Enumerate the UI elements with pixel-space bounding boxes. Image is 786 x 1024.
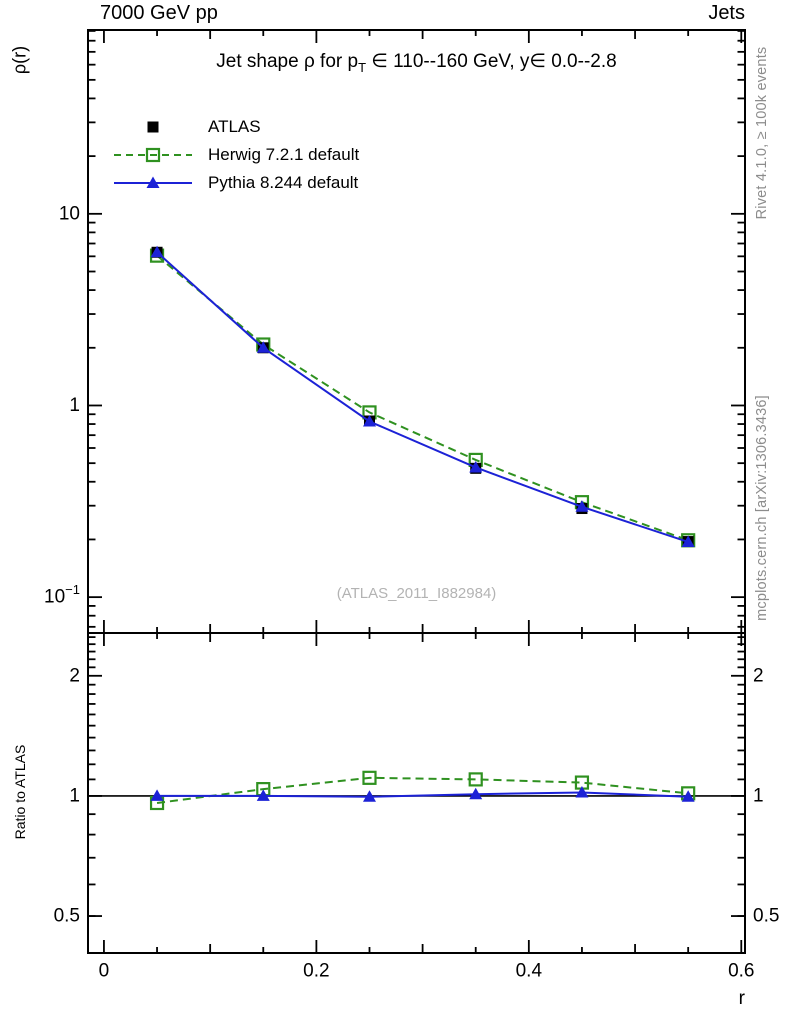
legend-label: Herwig 7.2.1 default <box>208 145 360 164</box>
plot-title-pre: Jet shape ρ for p <box>216 51 359 72</box>
legend-label: ATLAS <box>208 117 261 136</box>
ratio-y-axis-ticks <box>54 637 780 926</box>
ratio-y-tick-label-right: 0.5 <box>753 905 780 927</box>
ratio-y-tick-label-left: 0.5 <box>53 905 80 927</box>
x-tick-label: 0.6 <box>728 960 755 982</box>
ratio-y-tick-label-right: 1 <box>753 785 764 807</box>
pythia-8-244-default-ratio <box>151 786 695 802</box>
x-tick-label: 0.2 <box>303 960 330 982</box>
ratio-y-tick-label-left: 2 <box>69 665 80 687</box>
x-axis-title: r <box>738 988 745 1009</box>
ratio-y-tick-label-left: 1 <box>69 785 80 807</box>
x-tick-label: 0.4 <box>515 960 543 982</box>
series-line <box>157 252 688 542</box>
x-axis-ticks <box>104 30 741 953</box>
mcplots-credit-note: mcplots.cern.ch [arXiv:1306.3436] <box>754 395 770 621</box>
x-axis-tick-labels <box>99 961 755 982</box>
main-panel-frame <box>88 30 745 633</box>
main-y-axis-title: ρ(r) <box>9 45 30 75</box>
series-line <box>157 778 688 803</box>
ratio-y-axis-title: Ratio to ATLAS <box>12 744 28 840</box>
ratio-y-tick-label-right: 2 <box>753 665 764 687</box>
main-y-axis-ticks <box>44 31 745 627</box>
rivet-version-note: Rivet 4.1.0, ≥ 100k events <box>754 46 770 220</box>
atlas-main <box>152 247 694 547</box>
analysis-id-watermark: (ATLAS_2011_I882984) <box>336 585 497 602</box>
legend-label: Pythia 8.244 default <box>208 173 359 192</box>
beam-energy-label: 7000 GeV pp <box>100 2 218 24</box>
pythia-8-244-default-main <box>151 246 695 547</box>
main-y-tick-label: 10 <box>58 203 80 225</box>
series-line <box>157 256 688 541</box>
x-tick-label: 0 <box>98 960 110 982</box>
ratio-panel-frame <box>88 633 745 953</box>
plot-title-subscript: T <box>358 60 367 75</box>
plot-title-post: ∈ 110--160 GeV, y∈ 0.0--2.8 <box>366 51 617 72</box>
main-y-tick-label: $10^{-1}$ <box>44 581 80 608</box>
process-label: Jets <box>708 2 745 24</box>
herwig-7-2-1-default-ratio <box>151 772 694 809</box>
herwig-7-2-1-default-main <box>151 250 694 547</box>
main-y-tick-label: 1 <box>69 394 80 416</box>
